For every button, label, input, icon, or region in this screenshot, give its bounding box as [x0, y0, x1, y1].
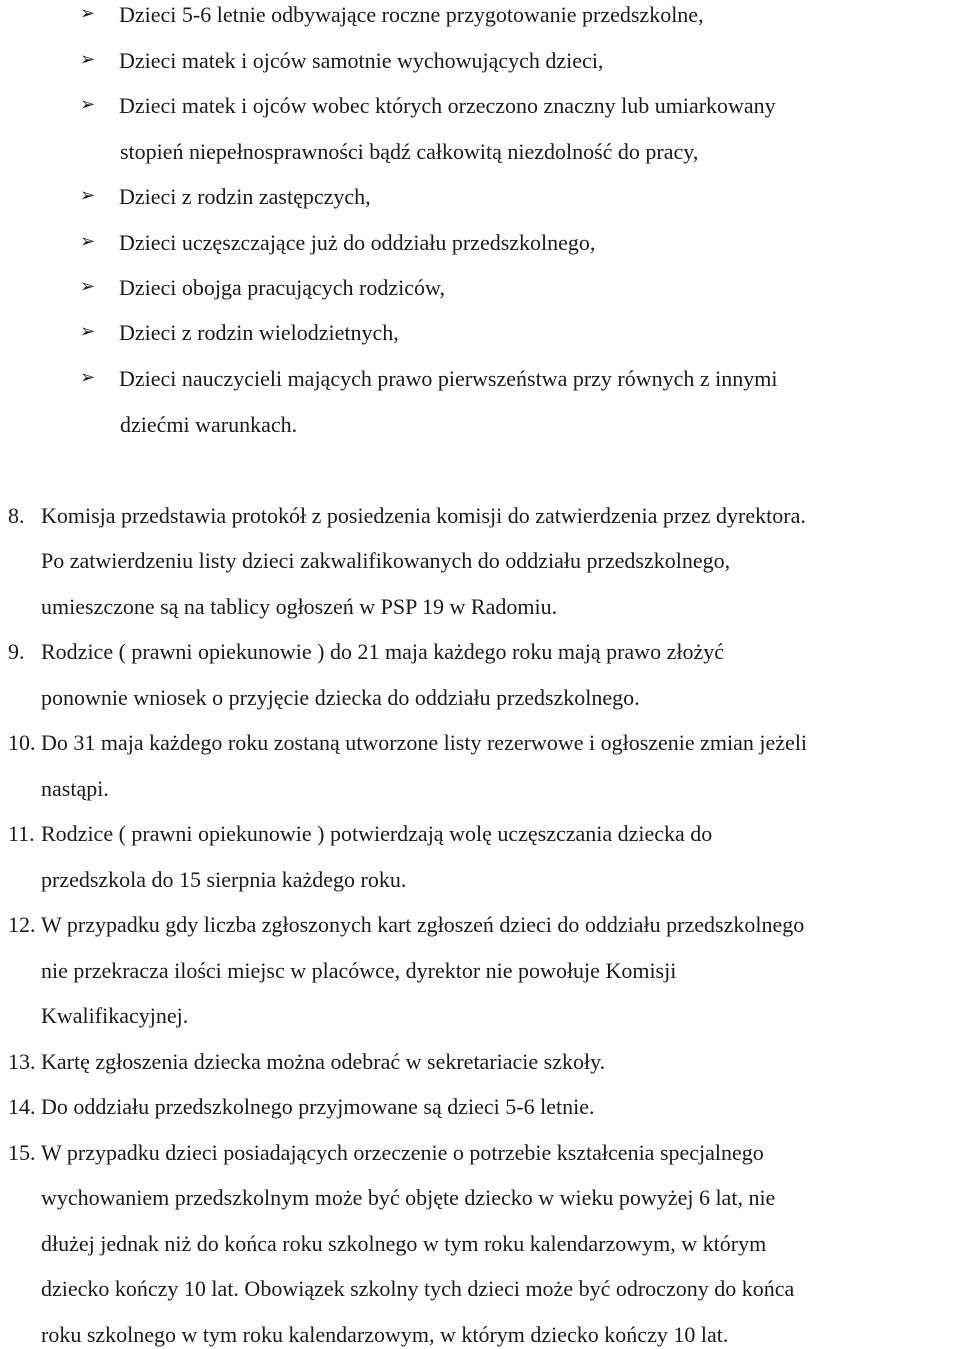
- list-item: Do oddziału przedszkolnego przyjmowane są dzieci 5-6 letnie.: [41, 1094, 595, 1119]
- list-item: Dzieci matek i ojców wobec których orzeczono znaczny lub umiarkowany: [119, 93, 776, 118]
- list-item: Kartę zgłoszenia dziecka można odebrać w sekretariacie szkoły.: [41, 1049, 606, 1074]
- item-number: 13.: [8, 1049, 36, 1074]
- list-item-continuation: stopień niepełnosprawności bądź całkowitą niezdolność do pracy,: [120, 139, 699, 164]
- item-number: 14.: [8, 1094, 36, 1119]
- arrow-bullet-icon: ➢: [80, 321, 96, 342]
- item-number: 12.: [8, 912, 36, 937]
- list-item-continuation: przedszkola do 15 sierpnia każdego roku.: [41, 867, 407, 892]
- list-item: W przypadku dzieci posiadających orzeczenie o potrzebie kształcenia specjalnego: [41, 1140, 764, 1165]
- list-item-continuation: roku szkolnego w tym roku kalendarzowym, w którym dziecko kończy 10 lat.: [41, 1322, 729, 1347]
- list-item: W przypadku gdy liczba zgłoszonych kart zgłoszeń dzieci do oddziału przedszkolnego: [41, 912, 805, 937]
- item-number: 10.: [8, 730, 36, 755]
- list-item-continuation: Kwalifikacyjnej.: [41, 1003, 189, 1028]
- list-item: Dzieci nauczycieli mających prawo pierwszeństwa przy równych z innymi: [119, 366, 778, 391]
- item-number: 15.: [8, 1140, 36, 1165]
- list-item: Rodzice ( prawni opiekunowie ) do 21 maja każdego roku mają prawo złożyć: [41, 639, 724, 664]
- list-item-continuation: wychowaniem przedszkolnym może być objęte dziecko w wieku powyżej 6 lat, nie: [41, 1185, 776, 1210]
- item-number: 11.: [8, 821, 35, 846]
- list-item-continuation: nie przekracza ilości miejsc w placówce, dyrektor nie powołuje Komisji: [41, 958, 677, 983]
- list-item: Dzieci z rodzin wielodzietnych,: [119, 320, 399, 345]
- arrow-bullet-icon: ➢: [80, 3, 96, 24]
- list-item-continuation: dziećmi warunkach.: [120, 412, 298, 437]
- list-item-continuation: dłużej jednak niż do końca roku szkolnego w tym roku kalendarzowym, w którym: [41, 1231, 767, 1256]
- arrow-bullet-icon: ➢: [80, 49, 96, 70]
- arrow-bullet-icon: ➢: [80, 367, 96, 388]
- arrow-bullet-icon: ➢: [80, 185, 96, 206]
- list-item-continuation: dziecko kończy 10 lat. Obowiązek szkolny tych dzieci może być odroczony do końca: [41, 1276, 795, 1301]
- list-item-continuation: ponownie wniosek o przyjęcie dziecka do oddziału przedszkolnego.: [41, 685, 640, 710]
- arrow-bullet-icon: ➢: [80, 231, 96, 252]
- list-item: Dzieci z rodzin zastępczych,: [119, 184, 371, 209]
- list-item-continuation: nastąpi.: [41, 776, 109, 801]
- list-item: Dzieci obojga pracujących rodziców,: [119, 275, 445, 300]
- list-item: Dzieci matek i ojców samotnie wychowujących dzieci,: [119, 48, 604, 73]
- list-item-continuation: umieszczone są na tablicy ogłoszeń w PSP 19 w Radomiu.: [41, 594, 558, 619]
- list-item-continuation: Po zatwierdzeniu listy dzieci zakwalifikowanych do oddziału przedszkolnego,: [41, 548, 731, 573]
- list-item: Rodzice ( prawni opiekunowie ) potwierdzają wolę uczęszczania dziecka do: [41, 821, 713, 846]
- list-item: Dzieci 5-6 letnie odbywające roczne przygotowanie przedszkolne,: [119, 2, 704, 27]
- list-item: Komisja przedstawia protokół z posiedzenia komisji do zatwierdzenia przez dyrektora.: [41, 503, 806, 528]
- arrow-bullet-icon: ➢: [80, 94, 96, 115]
- list-item: Dzieci uczęszczające już do oddziału przedszkolnego,: [119, 230, 596, 255]
- item-number: 8.: [8, 503, 25, 528]
- list-item: Do 31 maja każdego roku zostaną utworzone listy rezerwowe i ogłoszenie zmian jeżeli: [41, 730, 808, 755]
- arrow-bullet-icon: ➢: [80, 276, 96, 297]
- item-number: 9.: [8, 639, 25, 664]
